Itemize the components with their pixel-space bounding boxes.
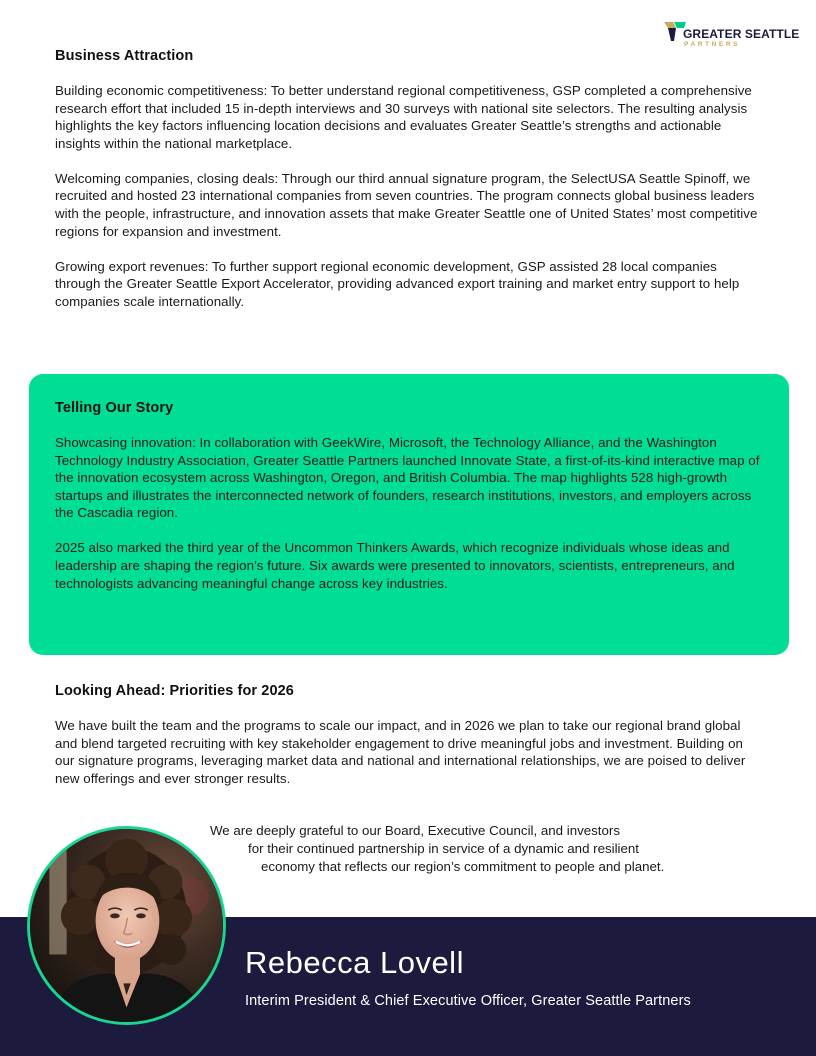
signer-title: Interim President & Chief Executive Officer, Greater Seattle Partners <box>245 993 691 1009</box>
section-heading: Business Attraction <box>55 48 194 64</box>
paragraph: Showcasing innovation: In collaboration with GeekWire, Microsoft, the Technology Alliance, and the Washington Technology Industry Association, Greater Seattle Partners launched Innovate State, a first-of-its-kind interactive map of the innovation ecosystem across Washington, Oregon, and British Columbia. The map highlights 528 high-growth startups and illustrates the interconnected network of founders, research institutions, investors, and employers across the Cascadia region. <box>55 435 760 521</box>
logo-title: GREATER SEATTLE <box>683 27 800 41</box>
paragraph: Welcoming companies, closing deals: Through our third annual signature program, the SelectUSA Seattle Spinoff, we recruited and hosted 23 international companies from seven countries. The program connects global business leaders with the people, infrastructure, and innovation assets that make Greater Seattle one of United States’ most competitive regions for expansion and investment. <box>55 170 758 239</box>
paragraph: Building economic competitiveness: To better understand regional competitiveness, GSP completed a comprehensive research effort that included 15 in-depth interviews and 30 surveys with national site selectors. The resulting analysis highlights the key factors influencing location decisions and evaluates Greater Seattle’s strengths and actionable insights within the national marketplace. <box>55 83 752 151</box>
signer-name: Rebecca Lovell <box>245 945 464 980</box>
paragraph: 2025 also marked the third year of the Uncommon Thinkers Awards, which recognize individuals whose ideas and leadership are shaping the region’s future. Six awards were presented to innovators, scientists, entrepreneurs, and technologists advancing meaningful change across key industries. <box>55 540 735 591</box>
logo-subtitle: PARTNERS <box>684 41 741 48</box>
section-heading: Telling Our Story <box>55 400 174 416</box>
closing-line: economy that reflects our region’s commitment to people and planet. <box>261 859 665 874</box>
closing-line: We are deeply grateful to our Board, Executive Council, and investors <box>210 823 620 838</box>
section-heading: Looking Ahead: Priorities for 2026 <box>55 683 294 699</box>
gsp-logo <box>664 20 800 50</box>
telling-our-story-section <box>55 399 760 610</box>
business-attraction-section <box>55 47 760 328</box>
paragraph: We have built the team and the programs to scale our impact, and in 2026 we plan to take our regional brand global and blend targeted recruiting with key stakeholder engagement to drive meaningful jobs and investment. Building on our signature programs, leveraging market data and national and international relationships, we are poised to deliver new offerings and ever stronger results. <box>55 718 746 786</box>
looking-ahead-section <box>55 682 760 805</box>
paragraph: Growing export revenues: To further support regional economic development, GSP assisted 28 local companies through the Greater Seattle Export Accelerator, providing advanced export training and market entry support to help companies scale internationally. <box>55 258 740 309</box>
closing-statement <box>200 822 780 876</box>
portrait-photo <box>27 826 226 1025</box>
closing-line: for their continued partnership in service of a dynamic and resilient <box>248 841 639 856</box>
